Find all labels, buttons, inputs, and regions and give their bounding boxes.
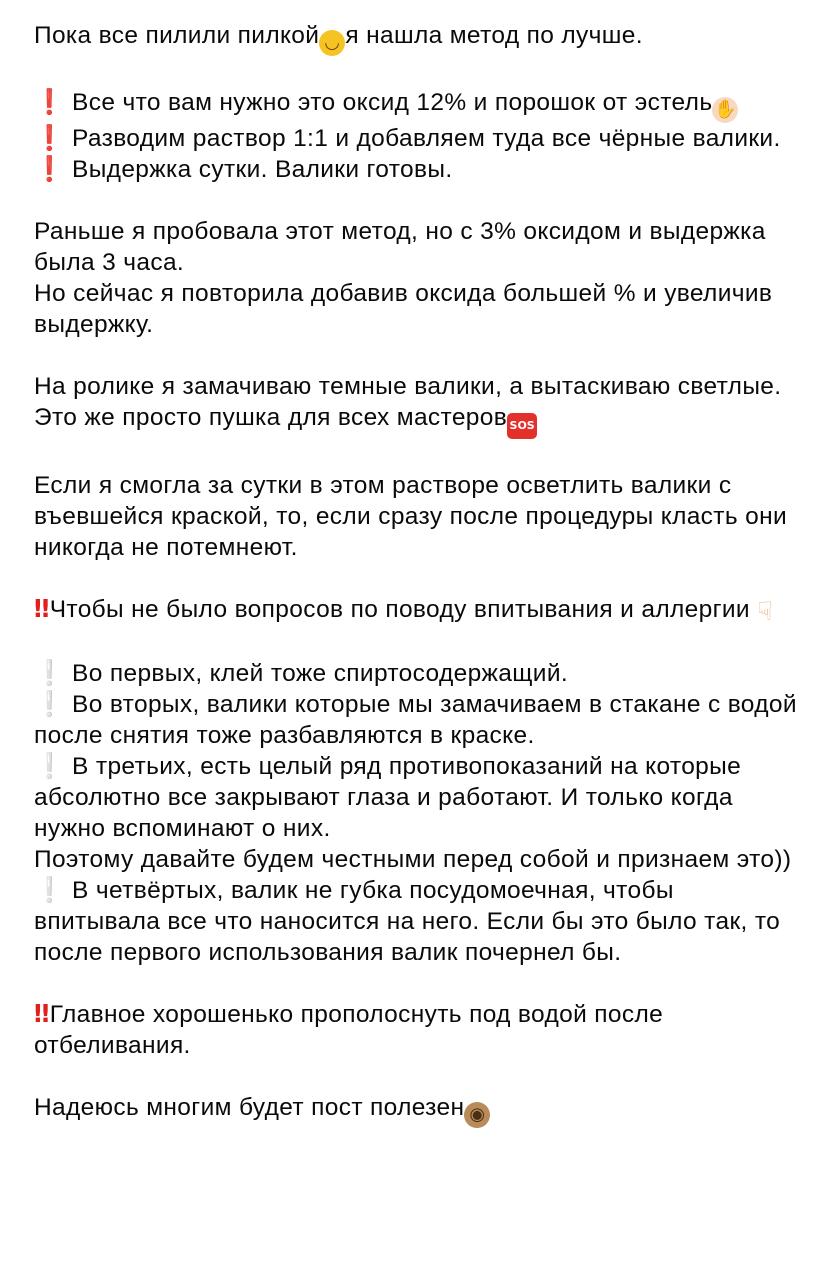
list-item	[34, 689, 804, 751]
paragraph-text: Главное хорошенько прополоснуть под водой после отбеливания.	[34, 1001, 664, 1059]
paragraph	[34, 402, 804, 439]
list-item-text: Все что вам нужно это оксид 12% и порошок от эстель	[72, 89, 713, 116]
list-item	[34, 658, 804, 689]
paragraph	[34, 594, 804, 627]
list-item-text: Во первых, клей тоже спиртосодержащий.	[72, 660, 569, 687]
white-exclamation-icon: ❕	[34, 689, 65, 718]
paragraph-intro	[34, 20, 804, 56]
list-item-text: В четвёртых, валик не губка посудомоечная, чтобы впитывала все что наносится на него. Если бы это было так, то после первого использования валик почернел бы.	[34, 877, 781, 966]
list-item-text: Выдержка сутки. Валики готовы.	[72, 156, 453, 183]
intro-text-2: я нашла метод по лучше.	[345, 22, 643, 49]
paragraph: Но сейчас я повторила добавив оксида большей % и увеличив выдержку.	[34, 280, 773, 338]
list-item	[34, 123, 804, 154]
paragraph: Поэтому давайте будем честными перед собой и признаем это))	[34, 846, 792, 873]
paragraph-closing	[34, 1092, 804, 1128]
sos-icon: SOS	[507, 413, 537, 439]
paragraph-text: Это же просто пушка для всех мастеров	[34, 404, 508, 431]
paragraph-text: Чтобы не было вопросов по поводу впитывания и аллергии	[49, 596, 750, 623]
white-exclamation-icon: ❕	[34, 875, 65, 904]
pointing-down-icon: ☟	[757, 596, 774, 626]
ok-hand-icon: ✋	[712, 97, 738, 123]
list-item	[34, 751, 804, 844]
red-exclamation-icon: ❗	[34, 87, 65, 116]
white-exclamation-icon: ❕	[34, 751, 65, 780]
paragraph-text: Надеюсь многим будет пост полезен	[34, 1094, 465, 1121]
smirk-face-icon: ◡	[319, 30, 345, 56]
double-exclamation-icon: ‼	[34, 999, 50, 1028]
list-item-text: Во вторых, валики которые мы замачиваем в стакане с водой после снятия тоже разбавляются в краске.	[34, 691, 797, 749]
paragraph: Раньше я пробовала этот метод, но с 3% оксидом и выдержка была 3 часа.	[34, 218, 766, 276]
paragraph: На ролике я замачиваю темные валики, а вытаскиваю светлые.	[34, 373, 782, 400]
intro-text: Пока все пилили пилкой	[34, 22, 320, 49]
list-item-text: В третьих, есть целый ряд противопоказаний на которые абсолютно все закрывают глаза и работают. И только когда нужно вспоминают о них.	[34, 753, 742, 842]
list-item	[34, 154, 804, 185]
see-no-evil-monkey-icon: ◉	[464, 1102, 490, 1128]
list-item	[34, 875, 804, 968]
post-text	[34, 20, 804, 1128]
red-exclamation-icon: ❗	[34, 123, 65, 152]
paragraph	[34, 999, 804, 1061]
white-exclamation-icon: ❕	[34, 658, 65, 687]
paragraph: Если я смогла за сутки в этом растворе осветлить валики с въевшейся краской, то, если сразу после процедуры класть они никогда не потемнеют.	[34, 472, 788, 561]
list-item-text: Разводим раствор 1:1 и добавляем туда все чёрные валики.	[72, 125, 781, 152]
red-exclamation-icon: ❗	[34, 154, 65, 183]
list-item	[34, 87, 804, 123]
double-exclamation-icon: ‼	[34, 594, 50, 623]
